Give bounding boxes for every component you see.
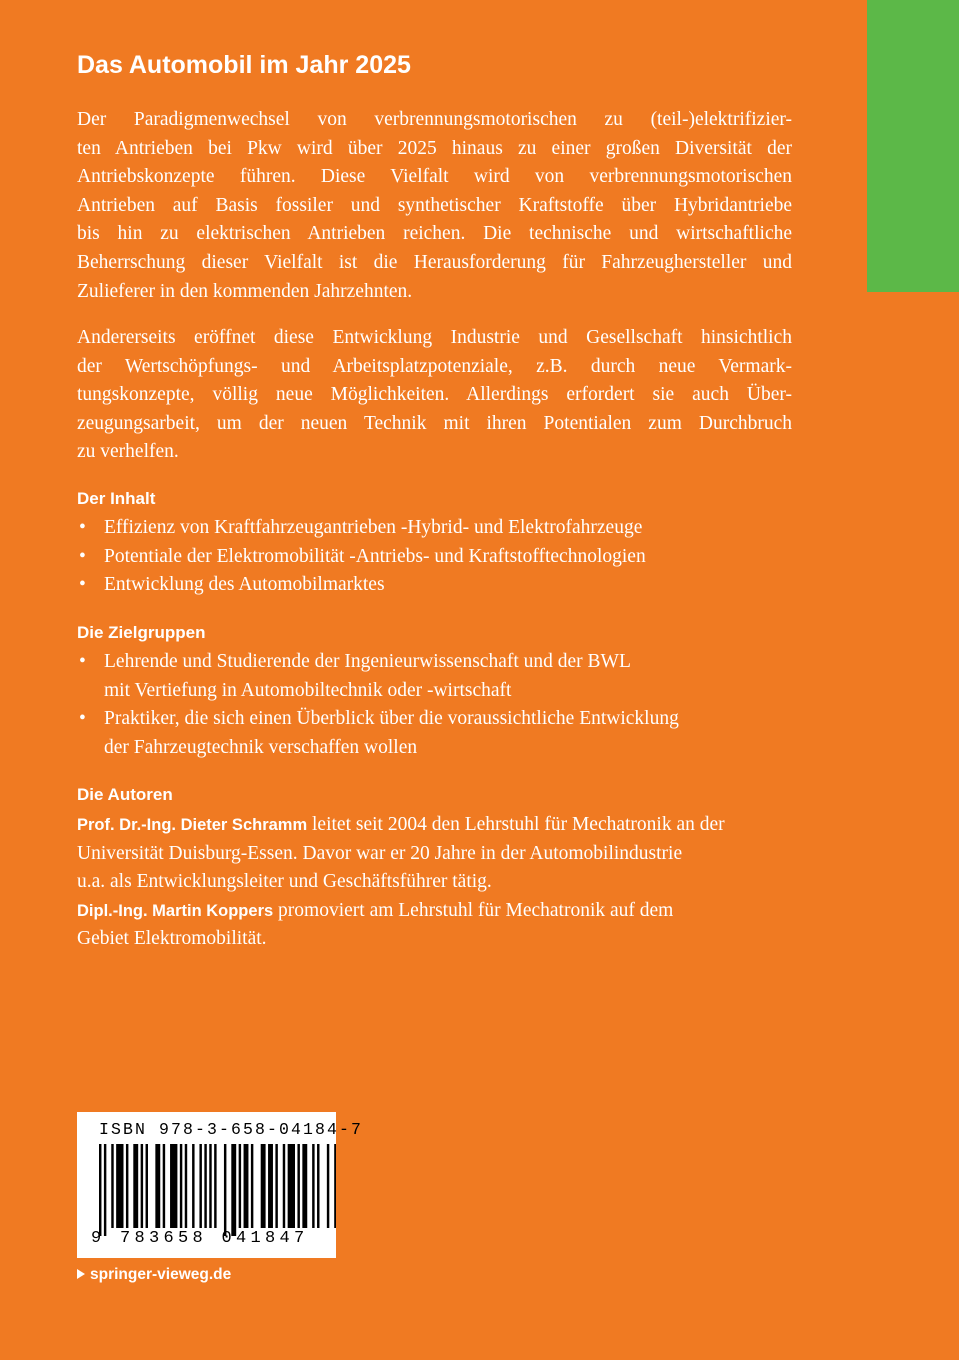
authors-text — [77, 811, 792, 954]
barcode-bar — [180, 1144, 182, 1228]
barcode-bar — [224, 1144, 226, 1236]
audience-heading: Die Zielgruppen — [77, 623, 206, 642]
audience-list — [77, 648, 792, 762]
barcode-bar — [170, 1144, 177, 1228]
barcode-digits: 9 783658 041847 — [91, 1229, 309, 1248]
barcode-bar — [334, 1144, 336, 1228]
barcode-bar — [104, 1144, 106, 1236]
barcode-bar — [231, 1144, 236, 1236]
barcode-bar — [327, 1144, 329, 1228]
text-line: bis hin zu elektrischen Antrieben reichen. Die technische und wirtschaftliche — [77, 223, 792, 245]
author-name: Prof. Dr.-Ing. Dieter Schramm — [77, 816, 308, 834]
list-item — [77, 543, 792, 572]
text-line — [77, 897, 792, 926]
barcode-bar — [199, 1144, 201, 1228]
barcode-bar — [133, 1144, 138, 1228]
barcode-bar — [155, 1144, 160, 1228]
list-item — [77, 514, 792, 543]
contents-list — [77, 514, 792, 600]
list-item — [77, 705, 792, 762]
text-line: u.a. als Entwicklungsleiter und Geschäftsführer tätig. — [77, 871, 492, 893]
barcode-bar — [209, 1144, 211, 1228]
bullet-icon: • — [79, 545, 86, 567]
isbn-barcode — [77, 1112, 364, 1258]
bullet-icon: • — [79, 651, 86, 672]
text-line: Der Paradigmenwechsel von verbrennungsmotorischen zu (teil-)elektrifizier- — [77, 109, 792, 130]
text-line: zu verhelfen. — [77, 441, 179, 463]
text-line: Zulieferer in den kommenden Jahrzehnten. — [77, 280, 413, 302]
barcode-bar — [163, 1144, 165, 1228]
barcode-bar — [251, 1144, 253, 1228]
arrow-right-icon — [77, 1269, 85, 1279]
barcode-bar — [297, 1144, 299, 1228]
barcode-bar — [111, 1144, 113, 1228]
barcode-bar — [275, 1144, 277, 1228]
barcode-bar — [141, 1144, 143, 1228]
barcode-bar — [317, 1144, 319, 1228]
barcode-bar — [126, 1144, 128, 1228]
barcode-bar — [283, 1144, 285, 1228]
text-line: zeugungsarbeit, um der neuen Technik mit ihren Potentialen zum Durchbruch — [77, 412, 792, 434]
list-item-text: Effizienz von Kraftfahrzeugantrieben -Hybrid- und Elektrofahrzeuge — [104, 517, 643, 538]
book-title: Das Automobil im Jahr 2025 — [77, 51, 411, 79]
text-line: ten Antrieben bei Pkw wird über 2025 hinaus zu einer großen Diversität der — [77, 137, 792, 159]
barcode-bar — [288, 1144, 295, 1228]
authors-heading: Die Autoren — [77, 785, 173, 804]
bullet-icon: • — [79, 517, 86, 538]
barcode-bar — [214, 1144, 216, 1228]
bullet-icon: • — [79, 574, 86, 596]
barcode-bar — [302, 1144, 307, 1228]
barcode-bar — [204, 1144, 206, 1228]
bullet-icon: • — [79, 708, 86, 730]
barcode-bar — [185, 1144, 187, 1228]
text-line: der Wertschöpfungs- und Arbeitsplatzpotenziale, z.B. durch neue Vermark- — [77, 355, 792, 377]
green-accent-tab — [867, 0, 959, 292]
author-bio: promoviert am Lehrstuhl für Mechatronik auf dem — [273, 899, 674, 921]
list-item — [77, 648, 792, 705]
list-item-text: Entwicklung des Automobilmarktes — [104, 574, 385, 596]
text-line: Gebiet Elektromobilität. — [77, 928, 267, 950]
list-item-text: mit Vertiefung in Automobiltechnik oder -wirtschaft — [104, 679, 512, 701]
list-item-text: Praktiker, die sich einen Überblick über die voraussichtliche Entwicklung — [104, 708, 679, 730]
barcode-bar — [192, 1144, 194, 1228]
barcode-bar — [261, 1144, 266, 1228]
text-line: Antrieben auf Basis fossiler und synthetischer Kraftstoffe über Hybridantriebe — [77, 194, 792, 216]
list-item-text: Potentiale der Elektromobilität -Antriebs- und Kraftstofftechnologien — [104, 545, 646, 567]
intro-paragraph-2 — [77, 324, 792, 467]
contents-heading: Der Inhalt — [77, 489, 156, 508]
website-link[interactable] — [77, 1264, 231, 1286]
text-line: tungskonzepte, völlig neue Möglichkeiten. Allerdings erfordert sie auch Über- — [77, 384, 792, 406]
author-name: Dipl.-Ing. Martin Koppers — [77, 901, 274, 920]
author-bio: leitet seit 2004 den Lehrstuhl für Mechatronik an der — [307, 814, 725, 835]
barcode-bar — [146, 1144, 148, 1228]
list-item — [77, 571, 792, 600]
text-line: Antriebskonzepte führen. Diese Vielfalt wird von verbrennungsmotorischen — [77, 166, 792, 188]
website-url: springer-vieweg.de — [90, 1266, 232, 1283]
list-item-text: der Fahrzeugtechnik verschaffen wollen — [104, 736, 418, 758]
text-line: Andererseits eröffnet diese Entwicklung Industrie und Gesellschaft hinsichtlich — [77, 327, 792, 348]
intro-paragraph-1 — [77, 106, 792, 306]
barcode-bar — [116, 1144, 123, 1228]
text-line: Beherrschung dieser Vielfalt ist die Herausforderung für Fahrzeughersteller und — [77, 251, 792, 273]
barcode-bar — [268, 1144, 273, 1228]
text-line: Universität Duisburg-Essen. Davor war er 20 Jahre in der Automobilindustrie — [77, 842, 683, 864]
barcode-bar — [312, 1144, 314, 1228]
barcode-bar — [99, 1144, 101, 1236]
list-item-text: Lehrende und Studierende der Ingenieurwissenschaft und der BWL — [104, 651, 631, 672]
isbn-label: ISBN 978-3-658-04184-7 — [99, 1120, 364, 1139]
barcode-bar — [239, 1144, 241, 1228]
text-line — [77, 811, 792, 840]
barcode-bar — [244, 1144, 249, 1228]
